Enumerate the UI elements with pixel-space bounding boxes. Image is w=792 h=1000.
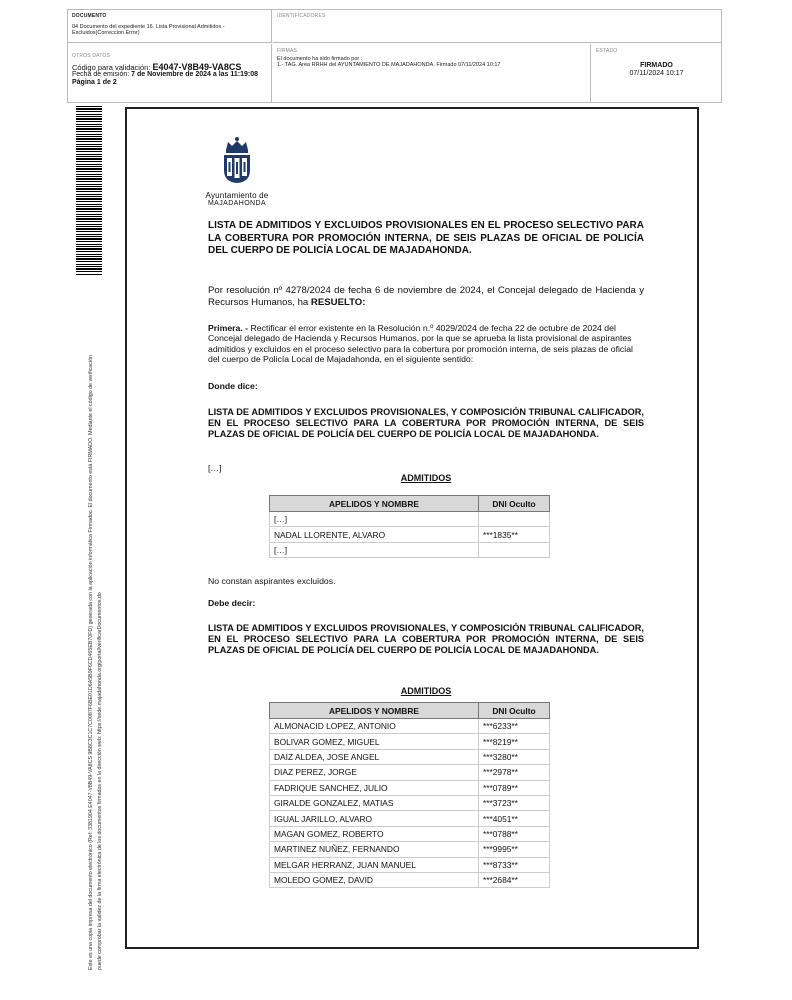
col-header-nombre: APELIDOS Y NOMBRE [270,703,479,719]
table-row [270,842,550,857]
cell-dni [479,512,550,527]
cell-dni: ***1835** [479,527,550,542]
codigo-label: Código para validación: [72,62,151,72]
col-header-nombre: APELIDOS Y NOMBRE [270,496,479,512]
document-header [67,9,722,103]
donde-dice-label: Donde dice: [208,381,258,391]
fecha-value: 7 de Noviembre de 2024 a las 11:19:08 [131,71,259,78]
cell-nombre: FADRIQUE SANCHEZ, JULIO [270,780,479,795]
cell-dni: ***0788** [479,826,550,841]
cell-nombre: BOLIVAR GOMEZ, MIGUEL [270,734,479,749]
side-text-line1: Este es una copia impresa del documento electrónico (Ref: 3381904 E4047-V8B49-VA8CS 9B8C3C1C7C0087F6BE01D6A5B9F6CD465EB70FD) generada con la aplicación informática Firmadoc. El documento está FIRMADO. Mediante el código de verificación [88,355,94,970]
admitidos-heading-2: ADMITIDOS [400,686,452,696]
intro-text: Por resolución nº 4278/2024 de fecha 6 de noviembre de 2024, el Concejal delegado de Hacienda y Recursos Humanos, ha [208,285,644,308]
table-row [270,719,550,734]
cell-nombre: MELGAR HERRANZ, JUAN MANUEL [270,857,479,872]
table-row [270,765,550,780]
cell-dni: ***8733** [479,857,550,872]
identificadores-cell [273,10,721,43]
fecha-label: Fecha de emisión: [72,71,130,78]
cell-nombre: MARTINEZ NUÑEZ, FERNANDO [270,842,479,857]
table-row [270,749,550,764]
cell-dni: ***8219** [479,734,550,749]
cell-dni: ***3723** [479,795,550,810]
admitidos-table-2 [269,702,550,888]
cell-nombre: MOLEDO GOMEZ, DAVID [270,872,479,887]
cell-nombre: […] [270,542,479,557]
otros-datos-cell [68,44,272,102]
table-row [270,857,550,872]
resuelto-text: RESUELTO: [310,297,366,308]
cell-dni: ***6233** [479,719,550,734]
estado-cell [592,44,721,102]
debe-decir-label: Debe decir: [208,598,256,608]
ellipsis-marker: […] [208,463,222,473]
estado-label: ESTADO [596,48,618,54]
otros-datos-label: OTROS DATOS [72,53,111,59]
estado-value: FIRMADO [640,61,673,69]
col-header-dni: DNI Oculto [479,496,550,512]
admitidos-heading-1: ADMITIDOS [400,473,452,483]
cell-dni: ***4051** [479,811,550,826]
primera-label: Primera. - [208,323,249,333]
table-row [270,512,550,527]
firmas-cell [273,44,591,102]
barcode-icon [76,106,102,276]
side-text-line2: puede comprobar la validez de la firma electrónica de los documentos firmados en la dirección web: https://sede.majadahonda.org/portal/verificarDocumentos.do [97,592,103,970]
table-row [270,542,550,557]
cell-nombre: IGUAL JARILLO, ALVARO [270,811,479,826]
cell-nombre: […] [270,512,479,527]
primera-paragraph [208,323,644,365]
table-row [270,527,550,542]
no-excluidos-text: No constan aspirantes excluidos. [208,576,336,586]
cell-nombre: MAGAN GOMEZ, ROBERTO [270,826,479,841]
cell-dni: ***0789** [479,780,550,795]
table-row [270,826,550,841]
firmas-line1: El documento ha sido firmado por : [277,55,363,62]
cell-nombre: NADAL LLORENTE, ALVARO [270,527,479,542]
table-row [270,795,550,810]
table-row [270,872,550,887]
pagina: Página 1 de 2 [72,79,117,86]
cell-nombre: DIAZ PEREZ, JORGE [270,765,479,780]
cell-dni: ***9995** [479,842,550,857]
admitidos-table-1 [269,495,550,558]
firmas-line2: 1.- TAG. Area RRHH del AYUNTAMIENTO DE MAJADAHONDA. Firmado 07/11/2024 10:17 [277,62,501,68]
subtitle-debe-decir: LISTA DE ADMITIDOS Y EXCLUIDOS PROVISIONALES, Y COMPOSICIÓN TRIBUNAL CALIFICADOR, EN EL PROCESO SELECTIVO PARA LA COBERTURA POR PROMOCIÓN INTERNA, DE SEIS PLAZAS DE OFICIAL DE POLICÍA DEL CUERPO DE POLICÍA LOCAL DE MAJADAHONDA. [208,623,644,655]
documento-text: 04 Documento del expediente 16. Lista Provisional Admitidos -Excluidos(Correccion Error) [72,23,225,36]
firmas-label: FIRMAS [277,48,298,54]
identificadores-label: IDENTIFICADORES [277,13,326,19]
logo-text-majadahonda: MAJADAHONDA [207,200,267,207]
cell-dni: ***3280** [479,749,550,764]
subtitle-donde-dice: LISTA DE ADMITIDOS Y EXCLUIDOS PROVISIONALES, Y COMPOSICIÓN TRIBUNAL CALIFICADOR, EN EL PROCESO SELECTIVO PARA LA COBERTURA POR PROMOCIÓN INTERNA, DE SEIS PLAZAS DE OFICIAL DE POLICÍA DEL CUERPO DE POLICÍA LOCAL DE MAJADAHONDA. [208,407,644,439]
crown-coat-of-arms-icon [220,136,254,184]
intro-paragraph [208,285,644,309]
estado-date: 07/11/2024 10:17 [629,69,684,77]
cell-dni: ***2978** [479,765,550,780]
fecha-emision [72,71,267,79]
col-header-dni: DNI Oculto [479,703,550,719]
document-title: LISTA DE ADMITIDOS Y EXCLUIDOS PROVISIONALES EN EL PROCESO SELECTIVO PARA LA COBERTURA POR PROMOCIÓN INTERNA, DE SEIS PLAZAS DE OFICIAL DE POLICÍA DEL CUERPO DE POLICÍA LOCAL DE MAJADAHONDA. [208,220,644,256]
logo-text-ayuntamiento: Ayuntamiento de [205,191,269,200]
primera-text: Rectificar el error existente en la Resolución n.º 4029/2024 de fecha 22 de octubre de 2024 del Concejal delegado de Hacienda y Recursos Humanos, por la que se aprueba la lista provisional de aspirantes admitidos y excluidos en el proceso selectivo para la cobertura por promoción interna, de seis plazas de oficial del cuerpo de Policía Local de Majadahonda, en el siguiente sentido: [208,323,633,365]
cell-nombre: ALMONACID LOPEZ, ANTONIO [270,719,479,734]
documento-cell [68,10,272,43]
codigo-validacion [72,61,267,72]
cell-dni: ***2684** [479,872,550,887]
table-row [270,734,550,749]
table-row [270,780,550,795]
cell-nombre: GIRALDE GONZALEZ, MATIAS [270,795,479,810]
codigo-value: E4047-V8B49-VA8CS [152,61,242,72]
cell-dni [479,542,550,557]
side-verification-text [87,270,105,970]
logo [205,136,269,206]
cell-nombre: DAIZ ALDEA, JOSE ANGEL [270,749,479,764]
documento-label: DOCUMENTO [72,13,107,19]
table-row [270,811,550,826]
